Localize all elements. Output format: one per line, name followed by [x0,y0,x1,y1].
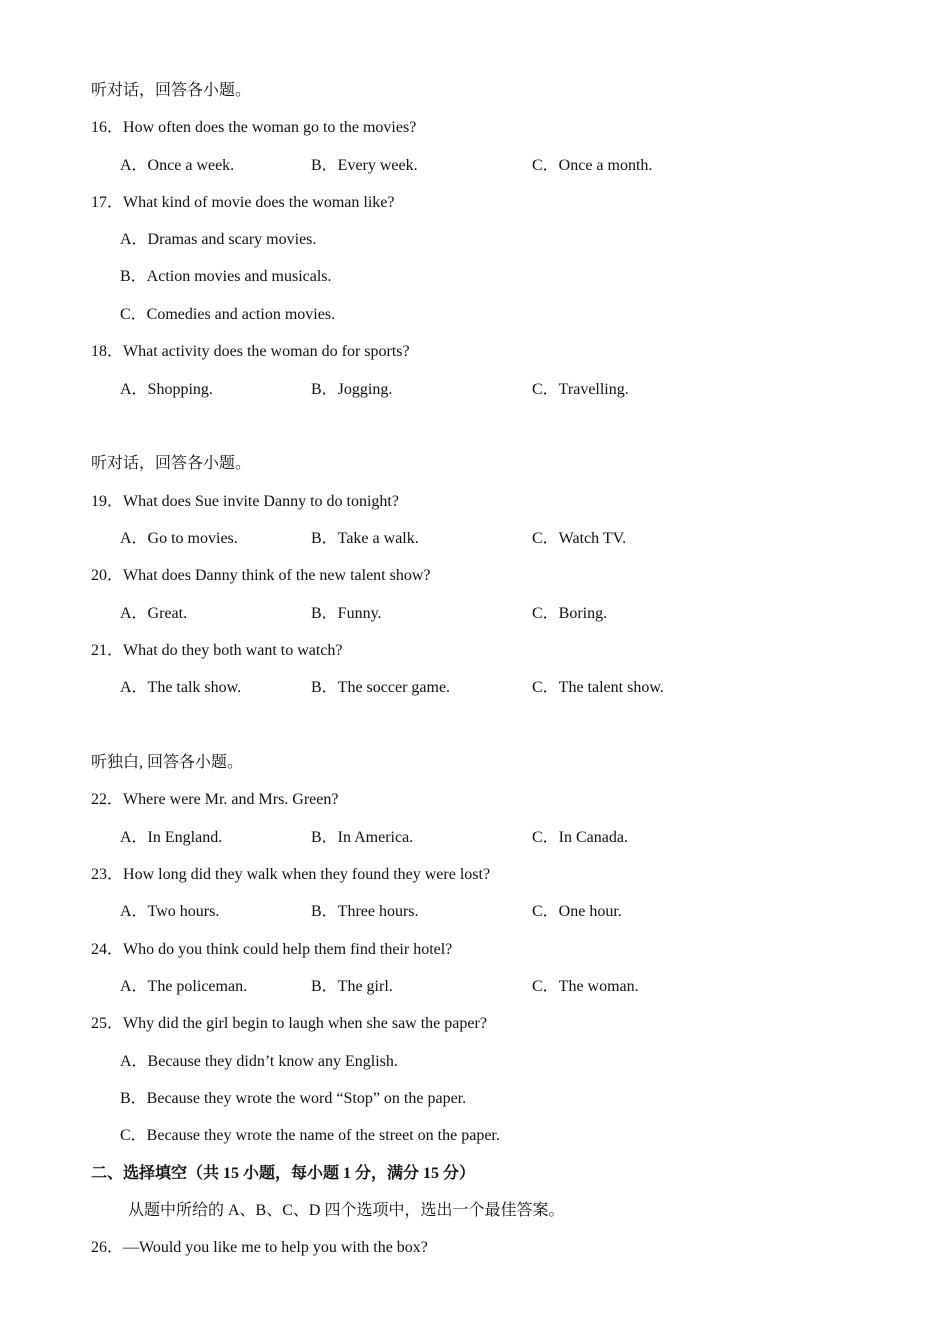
question-text: What does Danny think of the new talent show? [123,567,431,584]
option-a: A．Great. [120,605,188,622]
question-number: 18． [91,343,124,360]
question-26 [91,1238,428,1258]
option-c: C．The talent show. [532,679,664,696]
option-c: C．Because they wrote the name of the street on the paper. [120,1127,500,1144]
option-b: B．Action movies and musicals. [120,268,332,285]
question-25 [91,1014,487,1034]
option-a: A．Shopping. [120,381,213,398]
question-22 [91,790,338,810]
option-c: C．In Canada. [532,829,628,846]
option-b: B．The soccer game. [311,679,451,696]
option-a: A．Two hours. [120,903,220,920]
option-a: A．The policeman. [120,978,248,995]
question-24 [91,940,452,960]
question-23 [91,865,490,885]
option-a: A．Dramas and scary movies. [120,231,317,248]
question-number: 25． [91,1015,124,1032]
part-instruction: 从题中所给的 A、B、C、D 四个选项中，选出一个最佳答案。 [128,1202,565,1219]
question-18 [91,342,410,362]
question-text: What do they both want to watch? [123,642,343,659]
section-instruction: 听独白, 回答各小题。 [91,754,244,771]
option-c: C．Travelling. [532,381,629,398]
option-c: C．The woman. [532,978,639,995]
option-a: A．Once a week. [120,157,235,174]
question-number: 24． [91,941,124,958]
question-16 [91,118,416,138]
option-a: A．The talk show. [120,679,242,696]
option-b: B．In America. [311,829,414,846]
option-b: B．The girl. [311,978,393,995]
option-c: C．Comedies and action movies. [120,306,336,323]
option-c: C．Watch TV. [532,530,627,547]
question-text: How often does the woman go to the movies? [123,119,417,136]
option-a: A．Go to movies. [120,530,238,547]
question-text: What kind of movie does the woman like? [123,194,395,211]
section-instruction: 听对话，回答各小题。 [91,82,252,99]
question-number: 23． [91,866,124,883]
question-text: —Would you like me to help you with the box? [123,1239,428,1256]
question-number: 20． [91,567,124,584]
question-number: 21． [91,642,124,659]
question-number: 19． [91,493,124,510]
option-b: B．Every week. [311,157,418,174]
question-19 [91,492,399,512]
question-text: Where were Mr. and Mrs. Green? [123,791,339,808]
option-c: C．One hour. [532,903,622,920]
question-number: 26． [91,1239,124,1256]
question-21 [91,641,343,661]
question-number: 17． [91,194,124,211]
option-b: B．Three hours. [311,903,419,920]
option-b: B．Take a walk. [311,530,419,547]
section-instruction: 听对话，回答各小题。 [91,455,252,472]
part-heading: 二、选择填空（共 15 小题，每小题 1 分，满分 15 分） [91,1165,476,1182]
question-text: Why did the girl begin to laugh when she saw the paper? [123,1015,487,1032]
question-text: Who do you think could help them find their hotel? [123,941,453,958]
question-number: 16． [91,119,124,136]
option-a: A．Because they didn’t know any English. [120,1053,398,1070]
question-text: What does Sue invite Danny to do tonight? [123,493,399,510]
option-b: B．Jogging. [311,381,393,398]
question-text: What activity does the woman do for sports? [123,343,410,360]
question-20 [91,566,431,586]
option-c: C．Boring. [532,605,608,622]
option-b: B．Because they wrote the word “Stop” on the paper. [120,1090,467,1107]
question-text: How long did they walk when they found they were lost? [123,866,491,883]
option-b: B．Funny. [311,605,382,622]
option-c: C．Once a month. [532,157,653,174]
option-a: A．In England. [120,829,223,846]
question-17 [91,193,395,213]
question-number: 22． [91,791,124,808]
